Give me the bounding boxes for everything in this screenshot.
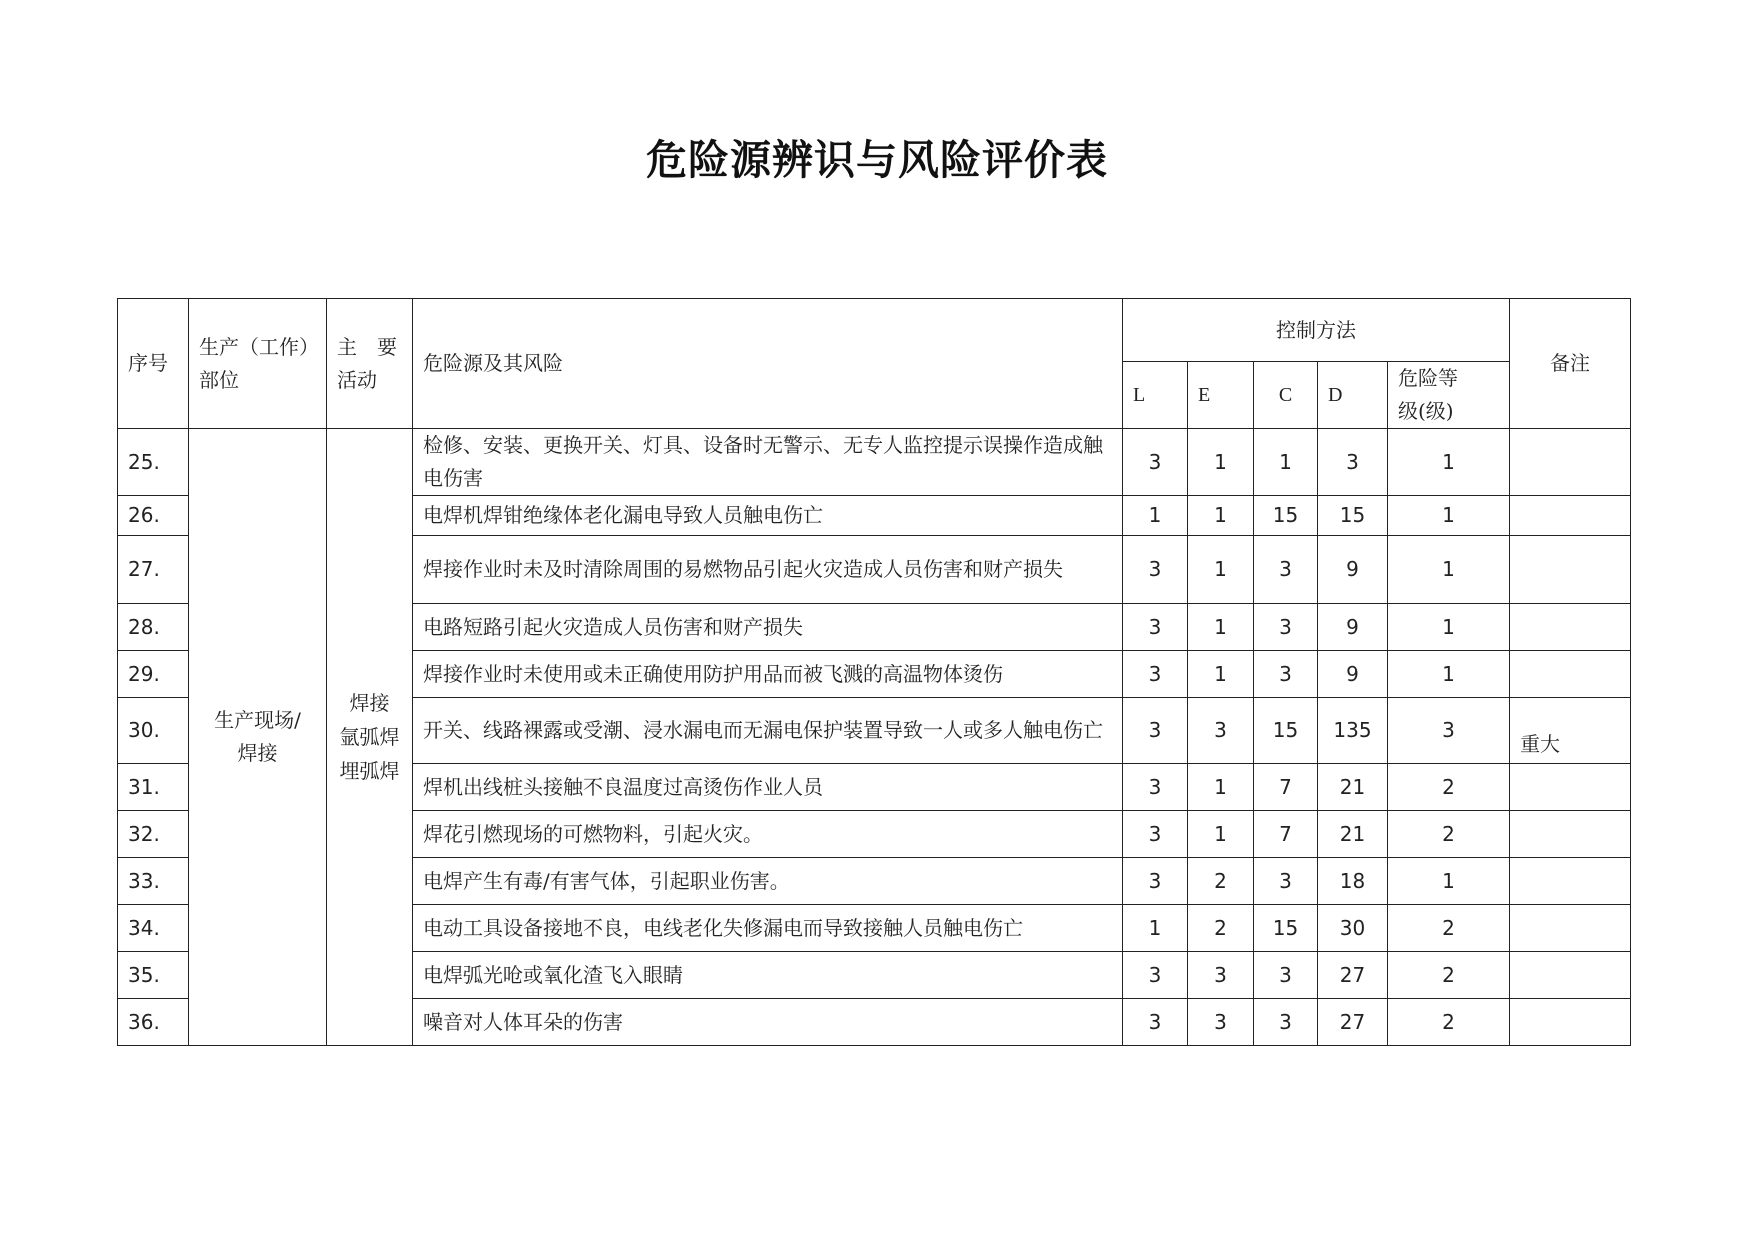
row-L: 3 [1123,536,1188,604]
header-D: D [1318,362,1388,429]
hazard-table [117,298,1631,1046]
row-D: 135 [1318,698,1388,764]
row-C: 3 [1254,952,1318,999]
row-hazard: 电焊弧光呛或氧化渣飞入眼睛 [413,952,1123,999]
header-activity [327,299,413,429]
row-level: 2 [1388,952,1510,999]
header-level-line2: 级(级) [1398,399,1454,423]
header-row-1 [118,299,1631,362]
row-seq: 30. [118,698,189,764]
row-C: 15 [1254,698,1318,764]
row-remark [1510,999,1631,1046]
row-level: 1 [1388,536,1510,604]
row-D: 21 [1318,811,1388,858]
row-E: 3 [1188,952,1254,999]
row-remark [1510,429,1631,496]
row-E: 3 [1188,999,1254,1046]
header-dept-line1: 生产（工作） [199,334,319,359]
group-activity-line3: 埋弧焊 [339,759,400,783]
row-level: 2 [1388,999,1510,1046]
row-L: 3 [1123,604,1188,651]
row-level: 2 [1388,905,1510,952]
row-C: 3 [1254,858,1318,905]
header-remark: 备注 [1510,299,1631,429]
row-C: 15 [1254,905,1318,952]
row-C: 7 [1254,811,1318,858]
header-level [1388,362,1510,429]
header-dept [189,299,327,429]
header-activity-line1: 主 要 [337,334,397,359]
row-D: 9 [1318,536,1388,604]
header-activity-line2: 活动 [337,367,377,392]
row-E: 1 [1188,811,1254,858]
row-C: 1 [1254,429,1318,496]
row-remark [1510,651,1631,698]
row-L: 1 [1123,496,1188,536]
row-hazard: 电动工具设备接地不良，电线老化失修漏电而导致接触人员触电伤亡 [413,905,1123,952]
row-level: 2 [1388,764,1510,811]
header-L: L [1123,362,1188,429]
group-dept-line1: 生产现场/ [214,708,301,732]
row-remark [1510,905,1631,952]
row-remark [1510,811,1631,858]
table-row [118,429,1631,496]
row-seq: 29. [118,651,189,698]
row-D: 9 [1318,651,1388,698]
row-C: 15 [1254,496,1318,536]
row-C: 3 [1254,604,1318,651]
row-level: 3 [1388,698,1510,764]
row-seq: 32. [118,811,189,858]
row-hazard: 电焊机焊钳绝缘体老化漏电导致人员触电伤亡 [413,496,1123,536]
row-L: 3 [1123,764,1188,811]
row-E: 1 [1188,536,1254,604]
header-E: E [1188,362,1254,429]
row-seq: 36. [118,999,189,1046]
row-L: 3 [1123,651,1188,698]
row-remark [1510,764,1631,811]
row-E: 1 [1188,604,1254,651]
row-C: 3 [1254,999,1318,1046]
row-C: 7 [1254,764,1318,811]
row-remark: 重大 [1510,698,1631,764]
group-activity [327,429,413,1046]
row-hazard: 电焊产生有毒/有害气体，引起职业伤害。 [413,858,1123,905]
row-L: 3 [1123,999,1188,1046]
row-L: 3 [1123,952,1188,999]
row-level: 1 [1388,496,1510,536]
row-seq: 26. [118,496,189,536]
row-hazard: 焊机出线桩头接触不良温度过高烫伤作业人员 [413,764,1123,811]
row-level: 1 [1388,604,1510,651]
row-L: 3 [1123,698,1188,764]
header-C: C [1254,362,1318,429]
header-hazard: 危险源及其风险 [413,299,1123,429]
header-level-line1: 危险等 [1398,366,1458,390]
row-seq: 31. [118,764,189,811]
row-D: 27 [1318,952,1388,999]
header-dept-line2: 部位 [199,367,239,392]
row-level: 1 [1388,858,1510,905]
row-remark [1510,536,1631,604]
row-D: 27 [1318,999,1388,1046]
row-hazard: 焊花引燃现场的可燃物料，引起火灾。 [413,811,1123,858]
row-E: 2 [1188,858,1254,905]
row-seq: 33. [118,858,189,905]
row-E: 1 [1188,429,1254,496]
row-hazard: 开关、线路裸露或受潮、浸水漏电而无漏电保护装置导致一人或多人触电伤亡 [413,698,1123,764]
header-seq: 序号 [118,299,189,429]
row-level: 2 [1388,811,1510,858]
row-hazard: 焊接作业时未及时清除周围的易燃物品引起火灾造成人员伤害和财产损失 [413,536,1123,604]
row-seq: 34. [118,905,189,952]
row-D: 21 [1318,764,1388,811]
row-remark [1510,496,1631,536]
page-title: 危险源辨识与风险评价表 [646,136,1108,184]
row-D: 3 [1318,429,1388,496]
row-seq: 27. [118,536,189,604]
group-dept [189,429,327,1046]
row-hazard: 电路短路引起火灾造成人员伤害和财产损失 [413,604,1123,651]
row-hazard: 焊接作业时未使用或未正确使用防护用品而被飞溅的高温物体烫伤 [413,651,1123,698]
group-activity-line2: 氩弧焊 [339,725,400,749]
row-C: 3 [1254,536,1318,604]
row-seq: 28. [118,604,189,651]
row-E: 1 [1188,651,1254,698]
group-dept-line2: 焊接 [237,741,278,765]
row-C: 3 [1254,651,1318,698]
row-E: 1 [1188,764,1254,811]
row-level: 1 [1388,651,1510,698]
row-E: 2 [1188,905,1254,952]
row-level: 1 [1388,429,1510,496]
row-L: 3 [1123,858,1188,905]
row-remark [1510,604,1631,651]
row-L: 1 [1123,905,1188,952]
row-seq: 35. [118,952,189,999]
row-L: 3 [1123,811,1188,858]
row-D: 18 [1318,858,1388,905]
row-hazard: 检修、安装、更换开关、灯具、设备时无警示、无专人监控提示误操作造成触电伤害 [413,429,1123,496]
header-control-method: 控制方法 [1123,299,1510,362]
row-seq: 25. [118,429,189,496]
row-E: 3 [1188,698,1254,764]
row-L: 3 [1123,429,1188,496]
row-D: 9 [1318,604,1388,651]
row-D: 30 [1318,905,1388,952]
row-remark [1510,952,1631,999]
row-remark [1510,858,1631,905]
group-activity-line1: 焊接 [349,691,390,715]
row-D: 15 [1318,496,1388,536]
row-E: 1 [1188,496,1254,536]
row-hazard: 噪音对人体耳朵的伤害 [413,999,1123,1046]
